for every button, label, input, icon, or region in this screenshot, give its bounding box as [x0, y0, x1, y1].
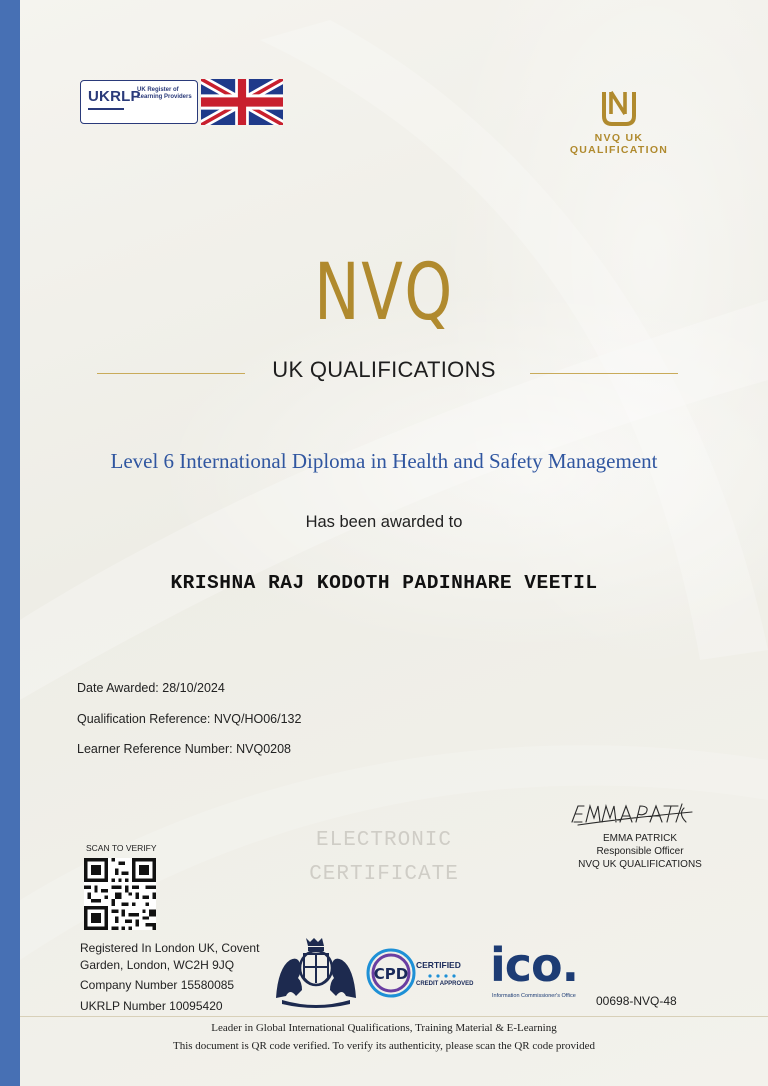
footer-divider: [20, 1016, 768, 1017]
footer-tagline: Leader in Global International Qualifications, Training Material & E-Learning: [211, 1022, 557, 1034]
ico-subtitle: Information Commissioner's Office: [492, 993, 576, 999]
nvq-monogram-icon: [600, 88, 636, 126]
company-info: [80, 940, 259, 1014]
qualification-title: Level 6 International Diploma in Health and Safety Management: [110, 449, 658, 473]
scan-to-verify-label: SCAN TO VERIFY: [86, 843, 157, 853]
ukrlp-number: UKRLP Number 10095420: [80, 998, 223, 1013]
qualification-reference: Qualification Reference: NVQ/HO06/132: [77, 711, 302, 726]
ukrlp-underline: [88, 108, 124, 110]
ukrlp-text: UK Register of Learning Providers: [137, 87, 192, 100]
ukrlp-abbr: UKRLP: [88, 88, 141, 105]
address-line-1: Registered In London UK, Covent: [80, 941, 260, 955]
cpd-certified-icon: [366, 948, 416, 998]
signature-image: [568, 800, 694, 828]
award-details: [77, 681, 301, 773]
company-number: Company Number 15580085: [80, 978, 235, 992]
footer-verification-note: This document is QR code verified. To verify its authenticity, please scan the QR code provided: [172, 1040, 595, 1052]
learner-reference: Learner Reference Number: NVQ0208: [77, 742, 292, 756]
learner-name: KRISHNA RAJ KODOTH PADINHARE VEETIL: [170, 572, 598, 594]
date-awarded: Date Awarded: 28/10/2024: [77, 681, 225, 695]
signer-name: EMMA PATRICK: [602, 833, 678, 844]
cpd-approved-text: CREDIT APPROVED: [416, 981, 474, 987]
title-rule-right: [530, 373, 678, 374]
main-title: NVQ: [314, 248, 454, 338]
certificate-code: 00698-NVQ-48: [596, 994, 677, 1008]
cpd-certified-text: CERTIFIED: [416, 960, 461, 970]
electronic-certificate-stamp: [284, 824, 484, 892]
stamp-line-1: ELECTRONIC: [315, 829, 453, 852]
svg-text:CPD: CPD: [373, 965, 409, 983]
signer-role: Responsible Officer: [596, 846, 684, 857]
qr-code-icon[interactable]: [84, 858, 156, 930]
stamp-line-2: CERTIFICATE: [309, 863, 459, 886]
cpd-stars-icon: [426, 972, 460, 980]
ico-logo: ico.: [490, 938, 579, 992]
signer-org: NVQ UK QUALIFICATIONS: [578, 859, 702, 870]
brand-mark-text: NVQ UK QUALIFICATION: [569, 132, 669, 156]
address-line-2: Garden, London, WC2H 9JQ: [80, 957, 235, 972]
uk-flag-icon: [201, 79, 283, 125]
subtitle: UK QUALIFICATIONS: [272, 357, 496, 382]
signer-block: [540, 832, 740, 871]
royal-coat-of-arms-icon: [272, 938, 360, 1008]
ukrlp-logo: [80, 80, 198, 124]
awarded-text: Has been awarded to: [305, 513, 463, 531]
